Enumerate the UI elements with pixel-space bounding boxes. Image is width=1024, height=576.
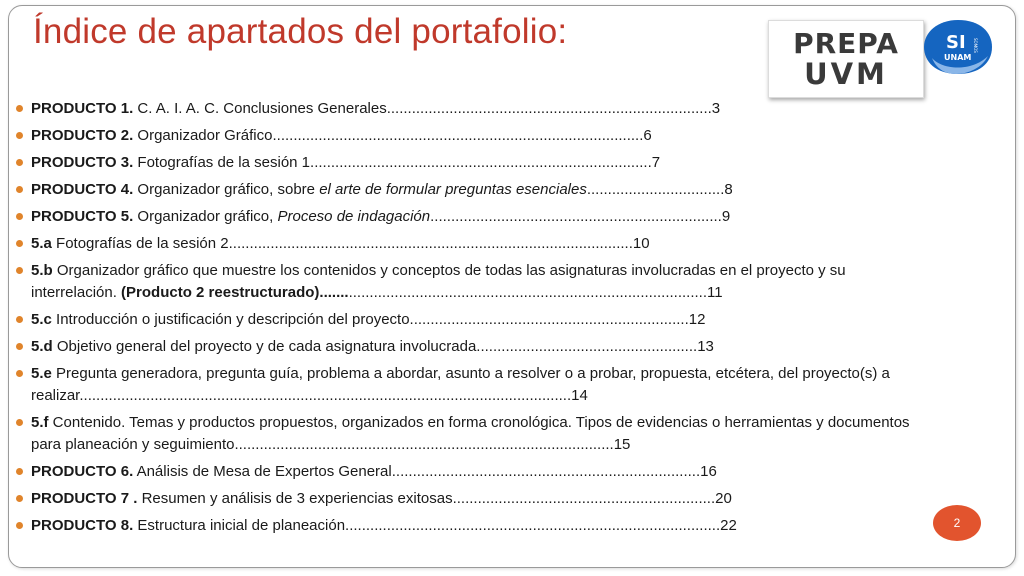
list-item: 5.b Organizador gráfico que muestre los contenidos y conceptos de todas las asignaturas involucradas en el proyecto y su interrelación. (Producto 2 reestructurado).............................................................................................11 — [14, 260, 914, 304]
list-item: PRODUCTO 5. Organizador gráfico, Proceso de indagación......................................................................9 — [14, 206, 914, 228]
list-item: PRODUCTO 7 . Resumen y análisis de 3 experiencias exitosas...............................................................20 — [14, 488, 914, 510]
page-number-badge: 2 — [933, 505, 981, 541]
list-item: 5.a Fotografías de la sesión 2.................................................................................................10 — [14, 233, 914, 255]
list-item: PRODUCTO 4. Organizador gráfico, sobre el arte de formular preguntas esenciales.................................8 — [14, 179, 914, 201]
list-item: 5.e Pregunta generadora, pregunta guía, problema a abordar, asunto a resolver o a probar, propuesta, etcétera, del proyecto(s) a realizar......................................................................................................................14 — [14, 363, 914, 407]
prepa-logo-line1: PREPA — [793, 27, 899, 60]
si-small-text: SOMOS — [973, 38, 978, 53]
list-item: 5.d Objetivo general del proyecto y de cada asignatura involucrada.....................................................13 — [14, 336, 914, 358]
list-item: 5.c Introducción o justificación y descripción del proyecto...................................................................12 — [14, 309, 914, 331]
list-item: PRODUCTO 8. Estructura inicial de planeación..........................................................................................22 — [14, 515, 914, 537]
list-item: PRODUCTO 3. Fotografías de la sesión 1..................................................................................7 — [14, 152, 914, 174]
prepa-logo-line2: UVM — [804, 57, 888, 91]
slide-title: Índice de apartados del portafolio: — [33, 12, 568, 51]
list-item: PRODUCTO 2. Organizador Gráfico.........................................................................................6 — [14, 125, 914, 147]
list-item: PRODUCTO 1. C. A. I. A. C. Conclusiones Generales..............................................................................3 — [14, 98, 914, 120]
list-item: PRODUCTO 6. Análisis de Mesa de Expertos General..........................................................................16 — [14, 461, 914, 483]
si-unam-logo — [922, 18, 994, 76]
unam-text: UNAM — [944, 53, 972, 62]
list-item: 5.f Contenido. Temas y productos propuestos, organizados en forma cronológica. Tipos de evidencias o herramientas y documentos para planeación y seguimiento...........................................................................................15 — [14, 412, 914, 456]
si-text: SI — [946, 32, 966, 53]
prepa-uvm-logo — [768, 20, 924, 98]
portfolio-index-list — [14, 98, 914, 537]
si-unam-badge-icon — [922, 18, 994, 76]
